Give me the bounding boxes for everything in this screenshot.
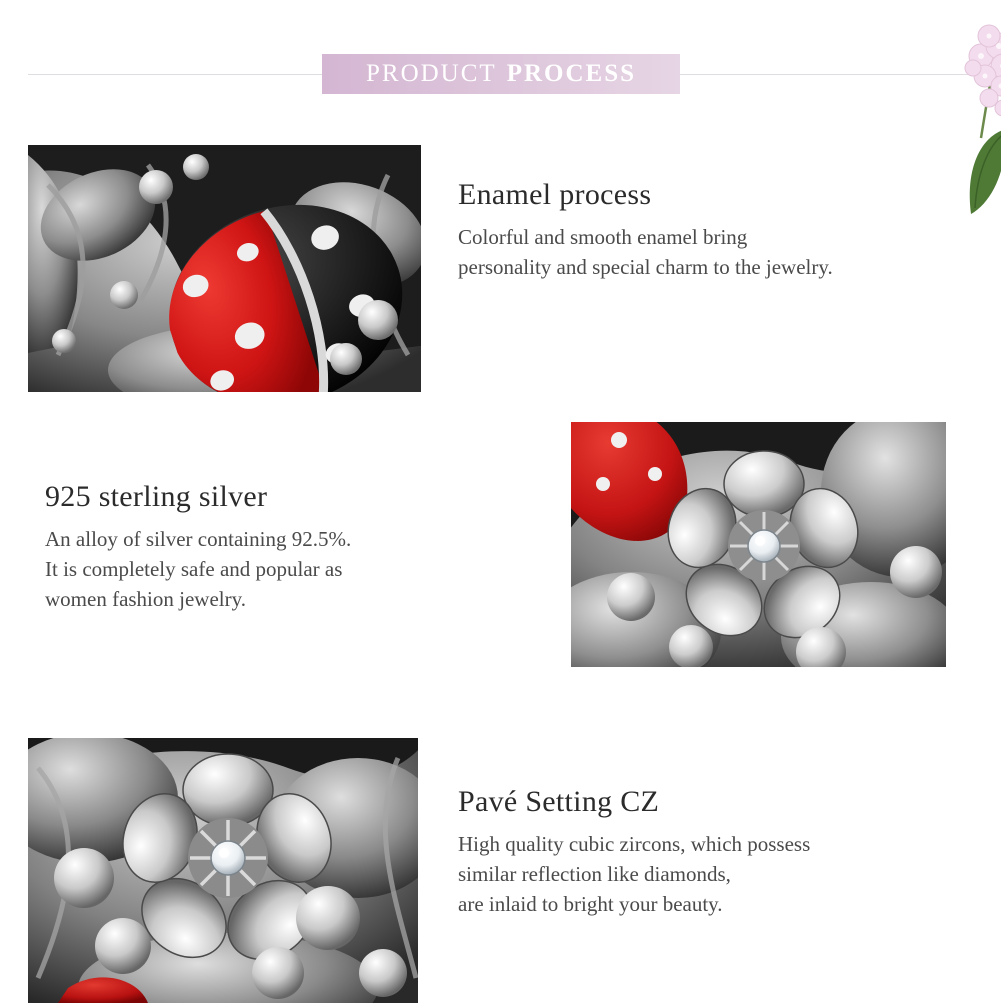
section-pave-body: [458, 829, 1001, 919]
flower-cz-charm-photo: [571, 422, 946, 667]
section-silver-body-line: It is completely safe and popular as: [45, 554, 515, 584]
section-pave-text: [458, 785, 1001, 919]
section-pave-body-line: High quality cubic zircons, which possess: [458, 829, 1001, 859]
pave-flower-charm-photo: [28, 738, 418, 1003]
section-enamel-text: [458, 178, 998, 282]
header-title-bold: PROCESS: [507, 60, 636, 88]
section-silver-body-line: women fashion jewelry.: [45, 584, 515, 614]
header-banner: [322, 54, 680, 94]
section-enamel-body: [458, 222, 998, 282]
section-silver-title: 925 sterling silver: [45, 480, 515, 514]
section-pave-body-line: are inlaid to bright your beauty.: [458, 889, 1001, 919]
section-silver-body: [45, 524, 515, 614]
section-pave-body-line: similar reflection like diamonds,: [458, 859, 1001, 889]
ladybug-enamel-charm-photo: [28, 145, 421, 392]
section-pave-title: Pavé Setting CZ: [458, 785, 1001, 819]
header-title-light: PRODUCT: [366, 60, 497, 88]
section-enamel-body-line: personality and special charm to the jewelry.: [458, 252, 998, 282]
section-enamel-title: Enamel process: [458, 178, 998, 212]
page-header: [0, 0, 1001, 120]
section-silver-text: [45, 480, 515, 614]
section-enamel-body-line: Colorful and smooth enamel bring: [458, 222, 998, 252]
section-silver-body-line: An alloy of silver containing 92.5%.: [45, 524, 515, 554]
